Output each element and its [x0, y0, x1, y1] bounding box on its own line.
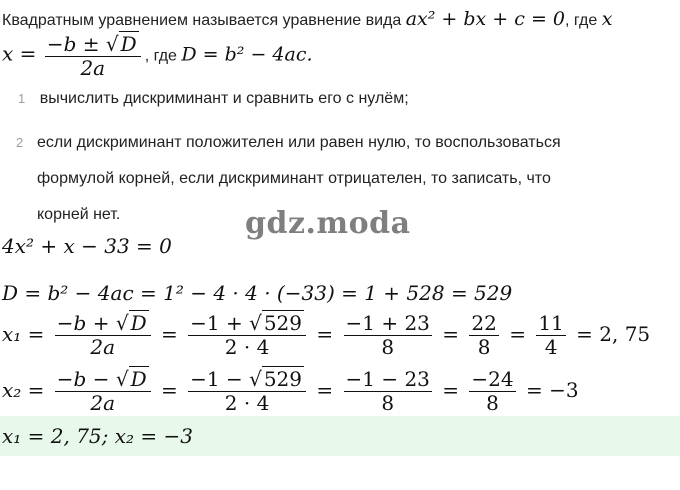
step-2-line-3: корней нет.	[37, 206, 121, 223]
step-1	[18, 90, 409, 108]
x2-frac-3: $\frac{-1 - 23}{8}$	[345, 367, 430, 414]
x1-solution: x₁ = $\frac{-b + √ D}{2a}$ = $\frac{-1 + √ 529}{2 \cdot 4}$ = $\frac{-1 + 23}{8}$ = $\frac{22}{8}$ = $\frac{11}{4}$ = 2, 75	[2, 311, 651, 359]
x1-frac-general: $\frac{-b + √ D}{2a}$	[55, 312, 151, 359]
root-num-rad: D	[120, 32, 137, 56]
x1-frac-5: $\frac{11}{4}$	[538, 311, 564, 359]
step-number: 1	[18, 91, 26, 106]
x1-result: = 2, 75	[576, 322, 651, 346]
x2-frac-4: $\frac{-24}{8}$	[471, 367, 514, 414]
root-formula-fraction: $\frac{-b \pm √ D}{2a}$	[45, 33, 141, 80]
step-text: вычислить дискриминант и сравнить его с нулём;	[39, 90, 409, 107]
root-lhs: x =	[2, 41, 37, 66]
answer-box	[0, 416, 680, 456]
step-2-line-2: формулой корней, если дискриминант отрицателен, то записать, что	[37, 170, 551, 187]
root-formula-line	[2, 33, 313, 80]
x2-solution: x₂ = $\frac{-b - √ D}{2a}$ = $\frac{-1 - √ 529}{2 \cdot 4}$ = $\frac{-1 - 23}{8}$ = $\frac{-24}{8}$ = −3	[2, 367, 579, 414]
intro-var: x	[601, 8, 613, 30]
x1-frac-3: $\frac{-1 + 23}{8}$	[345, 311, 430, 359]
x1-frac-4: $\frac{22}{8}$	[471, 311, 497, 359]
discriminant-formula: D = b² − 4ac.	[181, 43, 313, 66]
discriminant-calc: D = b² − 4ac = 1² − 4 · 4 · (−33) = 1 + 528 = 529	[2, 281, 513, 305]
root-num-prefix: −b ±	[46, 32, 100, 56]
step-2-number: 2	[16, 135, 24, 150]
intro-text: Квадратным уравнением называется уравнение вида	[2, 12, 402, 29]
watermark-logo: gdz.moda	[245, 206, 411, 241]
answer: x₁ = 2, 75; x₂ = −3	[2, 424, 194, 448]
quadratic-formula: ax² + bx + c = 0	[405, 8, 565, 30]
x2-frac-general: $\frac{-b - √ D}{2a}$	[55, 368, 151, 414]
intro-line-1	[2, 8, 612, 30]
root-den: 2a	[80, 56, 106, 80]
step-2-line-1: если дискриминант положителен или равен нулю, то воспользоваться	[37, 134, 561, 151]
x1-frac-substituted: $\frac{-1 + √ 529}{2 \cdot 4}$	[188, 312, 306, 359]
intro-text-where-2: , где	[144, 47, 177, 65]
x2-clip	[0, 366, 680, 414]
intro-text-where: , где	[565, 12, 598, 29]
x1-lhs: x₁ =	[2, 322, 45, 346]
x2-result: = −3	[525, 378, 579, 402]
x2-frac-substituted: $\frac{-1 - √ 529}{2 \cdot 4}$	[188, 368, 306, 414]
equation: 4x² + x − 33 = 0	[2, 234, 172, 258]
x2-lhs: x₂ =	[2, 378, 45, 402]
